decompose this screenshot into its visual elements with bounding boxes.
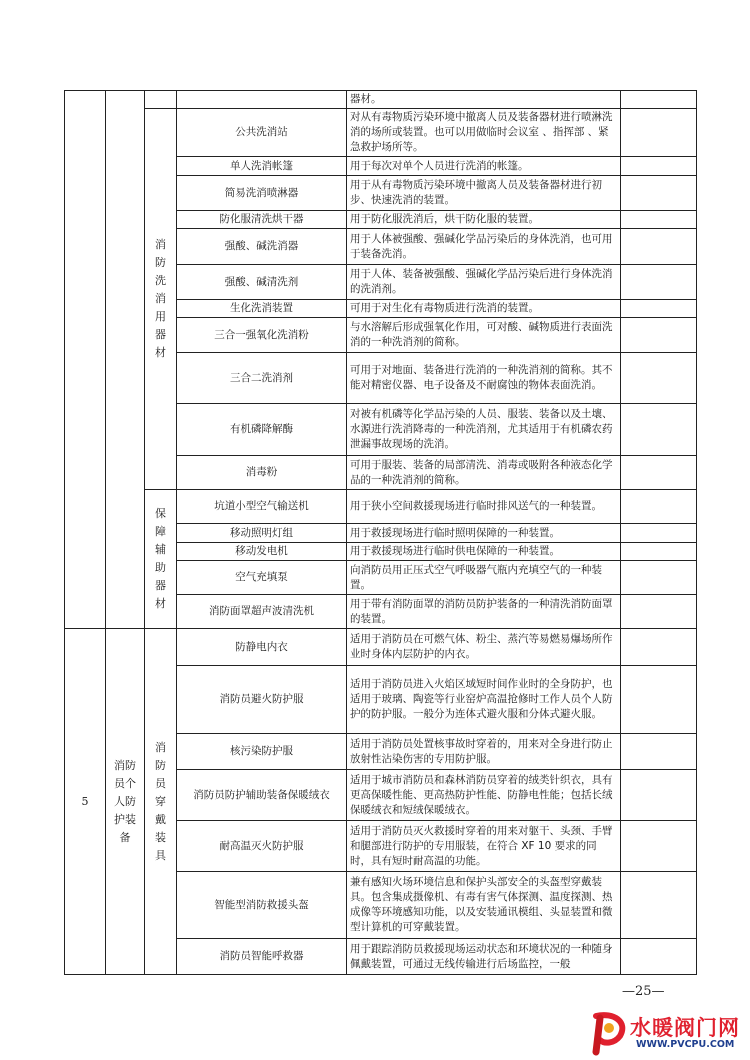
item-description: 对从有毒物质污染环境中撤离人员及装备器材进行喷淋洗消的场所或装置。也可以用做临时会议室 、指挥部 、紧急救护场所等。 (347, 109, 621, 157)
item-name: 强酸、碱洗消器 (177, 229, 347, 265)
remark-cell (621, 318, 697, 353)
remark-cell (621, 157, 697, 176)
remark-cell (621, 939, 697, 975)
watermark-logo[interactable] (586, 1010, 746, 1056)
item-name: 消防员防护辅助装备保暖绒衣 (177, 770, 347, 821)
remark-cell (621, 353, 697, 404)
remark-cell (621, 404, 697, 456)
subgroup-label-wear: 消防员穿戴装具 (155, 740, 166, 862)
item-name: 移动发电机 (177, 543, 347, 561)
item-name: 耐高温灭火防护服 (177, 821, 347, 872)
remark-cell (621, 543, 697, 561)
subgroup-cell-decon (145, 109, 177, 490)
remark-cell (621, 595, 697, 629)
item-name (177, 91, 347, 109)
item-description: 适用于消防员处置核事故时穿着的，用来对全身进行防止放射性沾染伤害的专用防护服。 (347, 734, 621, 770)
remark-cell (621, 734, 697, 770)
remark-cell (621, 229, 697, 265)
item-description: 用于人体、装备被强酸、强碱化学品污染后进行身体洗消的洗消剂。 (347, 265, 621, 300)
item-name: 坑道小型空气输送机 (177, 490, 347, 524)
item-description: 适用于消防员进入火焰区域短时间作业时的全身防护，也适用于玻璃、陶瓷等行业窑炉高温抢修时工作人员个人防护的防护服。一般分为连体式避火服和分体式避火服。 (347, 666, 621, 734)
item-description: 用于每次对单个人员进行洗消的帐篷。 (347, 157, 621, 176)
item-description: 可用于对生化有毒物质进行洗消的装置。 (347, 300, 621, 318)
watermark-text: 水暖阀门网 (630, 1016, 740, 1040)
item-name: 消防员避火防护服 (177, 666, 347, 734)
item-description: 用于狭小空间救援现场进行临时排风送气的一种装置。 (347, 490, 621, 524)
remark-cell (621, 91, 697, 109)
item-name: 防静电内衣 (177, 629, 347, 666)
item-name: 公共洗消站 (177, 109, 347, 157)
category-label: 消防员个人防护装备 (114, 758, 136, 844)
remark-cell (621, 561, 697, 595)
item-name: 三合一强氧化洗消粉 (177, 318, 347, 353)
subgroup-cell-blank (145, 91, 177, 109)
remark-cell (621, 456, 697, 490)
item-name: 防化服清洗烘干器 (177, 211, 347, 229)
item-description: 适用于消防员在可燃气体、粉尘、蒸汽等易燃易爆场所作业时身体内层防护的内衣。 (347, 629, 621, 666)
item-name: 三合二洗消剂 (177, 353, 347, 404)
subgroup-cell-wear (145, 629, 177, 975)
section-number: 5 (65, 629, 106, 975)
remark-cell (621, 176, 697, 211)
item-name: 生化洗消装置 (177, 300, 347, 318)
subgroup-label-support: 保障辅助器材 (155, 507, 166, 610)
page-number: —25— (622, 984, 665, 999)
item-name: 消毒粉 (177, 456, 347, 490)
item-description: 用于人体被强酸、强碱化学品污染后的身体洗消，也可用于装备洗消。 (347, 229, 621, 265)
category-cell-blank (106, 91, 145, 629)
remark-cell (621, 872, 697, 939)
item-name: 核污染防护服 (177, 734, 347, 770)
item-description: 适用于城市消防员和森林消防员穿着的绒类针织衣，具有更高保暖性能、更高热防护性能、防静电性能；包括长绒保暖绒衣和短绒保暖绒衣。 (347, 770, 621, 821)
item-name: 强酸、碱清洗剂 (177, 265, 347, 300)
remark-cell (621, 770, 697, 821)
remark-cell (621, 666, 697, 734)
category-cell-protection (106, 629, 145, 975)
remark-cell (621, 821, 697, 872)
remark-cell (621, 109, 697, 157)
item-description: 可用于服装、装备的局部清洗、消毒或吸附各种液态化学品的一种洗消剂的简称。 (347, 456, 621, 490)
watermark-url: WWW.PVCPU.COM (636, 1039, 735, 1050)
item-name: 单人洗消帐篷 (177, 157, 347, 176)
valve-logo-icon (586, 1010, 630, 1056)
item-description: 与水溶解后形成强氧化作用，可对酸、碱物质进行表面洗消的一种洗消剂的简称。 (347, 318, 621, 353)
item-description: 用于从有毒物质污染环境中撤离人员及装备器材进行初步、快速洗消的装置。 (347, 176, 621, 211)
remark-cell (621, 265, 697, 300)
item-description: 向消防员用正压式空气呼吸器气瓶内充填空气的一种装置。 (347, 561, 621, 595)
subgroup-cell-support (145, 490, 177, 629)
item-description: 用于救援现场进行临时照明保障的一种装置。 (347, 524, 621, 543)
item-description: 用于带有消防面罩的消防员防护装备的一种清洗消防面罩的装置。 (347, 595, 621, 629)
item-name: 消防面罩超声波清洗机 (177, 595, 347, 629)
item-name: 简易洗消喷淋器 (177, 176, 347, 211)
item-description: 可用于对地面、装备进行洗消的一种洗消剂的简称。其不能对精密仪器、电子设备及不耐腐蚀的物体表面洗消。 (347, 353, 621, 404)
remark-cell (621, 490, 697, 524)
item-description: 适用于消防员灭火救援时穿着的用来对躯干、头颈、手臂和腿部进行防护的专用服装，在符合 XF 10 要求的同时，具有短时耐高温的功能。 (347, 821, 621, 872)
item-description: 兼有感知火场环境信息和保护头部安全的头盔型穿戴装具。包含集成摄像机、有毒有害气体探测、温度探测、热成像等环境感知功能，以及安装通讯模组、头显装置和微型计算机的可穿戴装置。 (347, 872, 621, 939)
item-description: 器材。 (347, 91, 621, 109)
table-row (65, 629, 697, 666)
remark-cell (621, 300, 697, 318)
item-description: 对被有机磷等化学品污染的人员、服装、装备以及土壤、水源进行洗消降毒的一种洗消剂，尤其适用于有机磷农药泄漏事故现场的洗消。 (347, 404, 621, 456)
remark-cell (621, 524, 697, 543)
item-name: 有机磷降解酶 (177, 404, 347, 456)
subgroup-label-decon: 消防洗消用器材 (155, 238, 166, 359)
table-row (65, 109, 697, 157)
table-row (65, 490, 697, 524)
remark-cell (621, 211, 697, 229)
item-name: 消防员智能呼救器 (177, 939, 347, 975)
section-cell-blank (65, 91, 106, 629)
item-name: 空气充填泵 (177, 561, 347, 595)
equipment-table (64, 90, 697, 975)
item-description: 用于救援现场进行临时供电保障的一种装置。 (347, 543, 621, 561)
item-description: 用于防化服洗消后，烘干防化服的装置。 (347, 211, 621, 229)
item-description: 用于跟踪消防员救援现场运动状态和环境状况的一种随身佩戴装置，可通过无线传输进行后场监控，一般 (347, 939, 621, 975)
item-name: 智能型消防救援头盔 (177, 872, 347, 939)
item-name: 移动照明灯组 (177, 524, 347, 543)
remark-cell (621, 629, 697, 666)
table-row (65, 91, 697, 109)
